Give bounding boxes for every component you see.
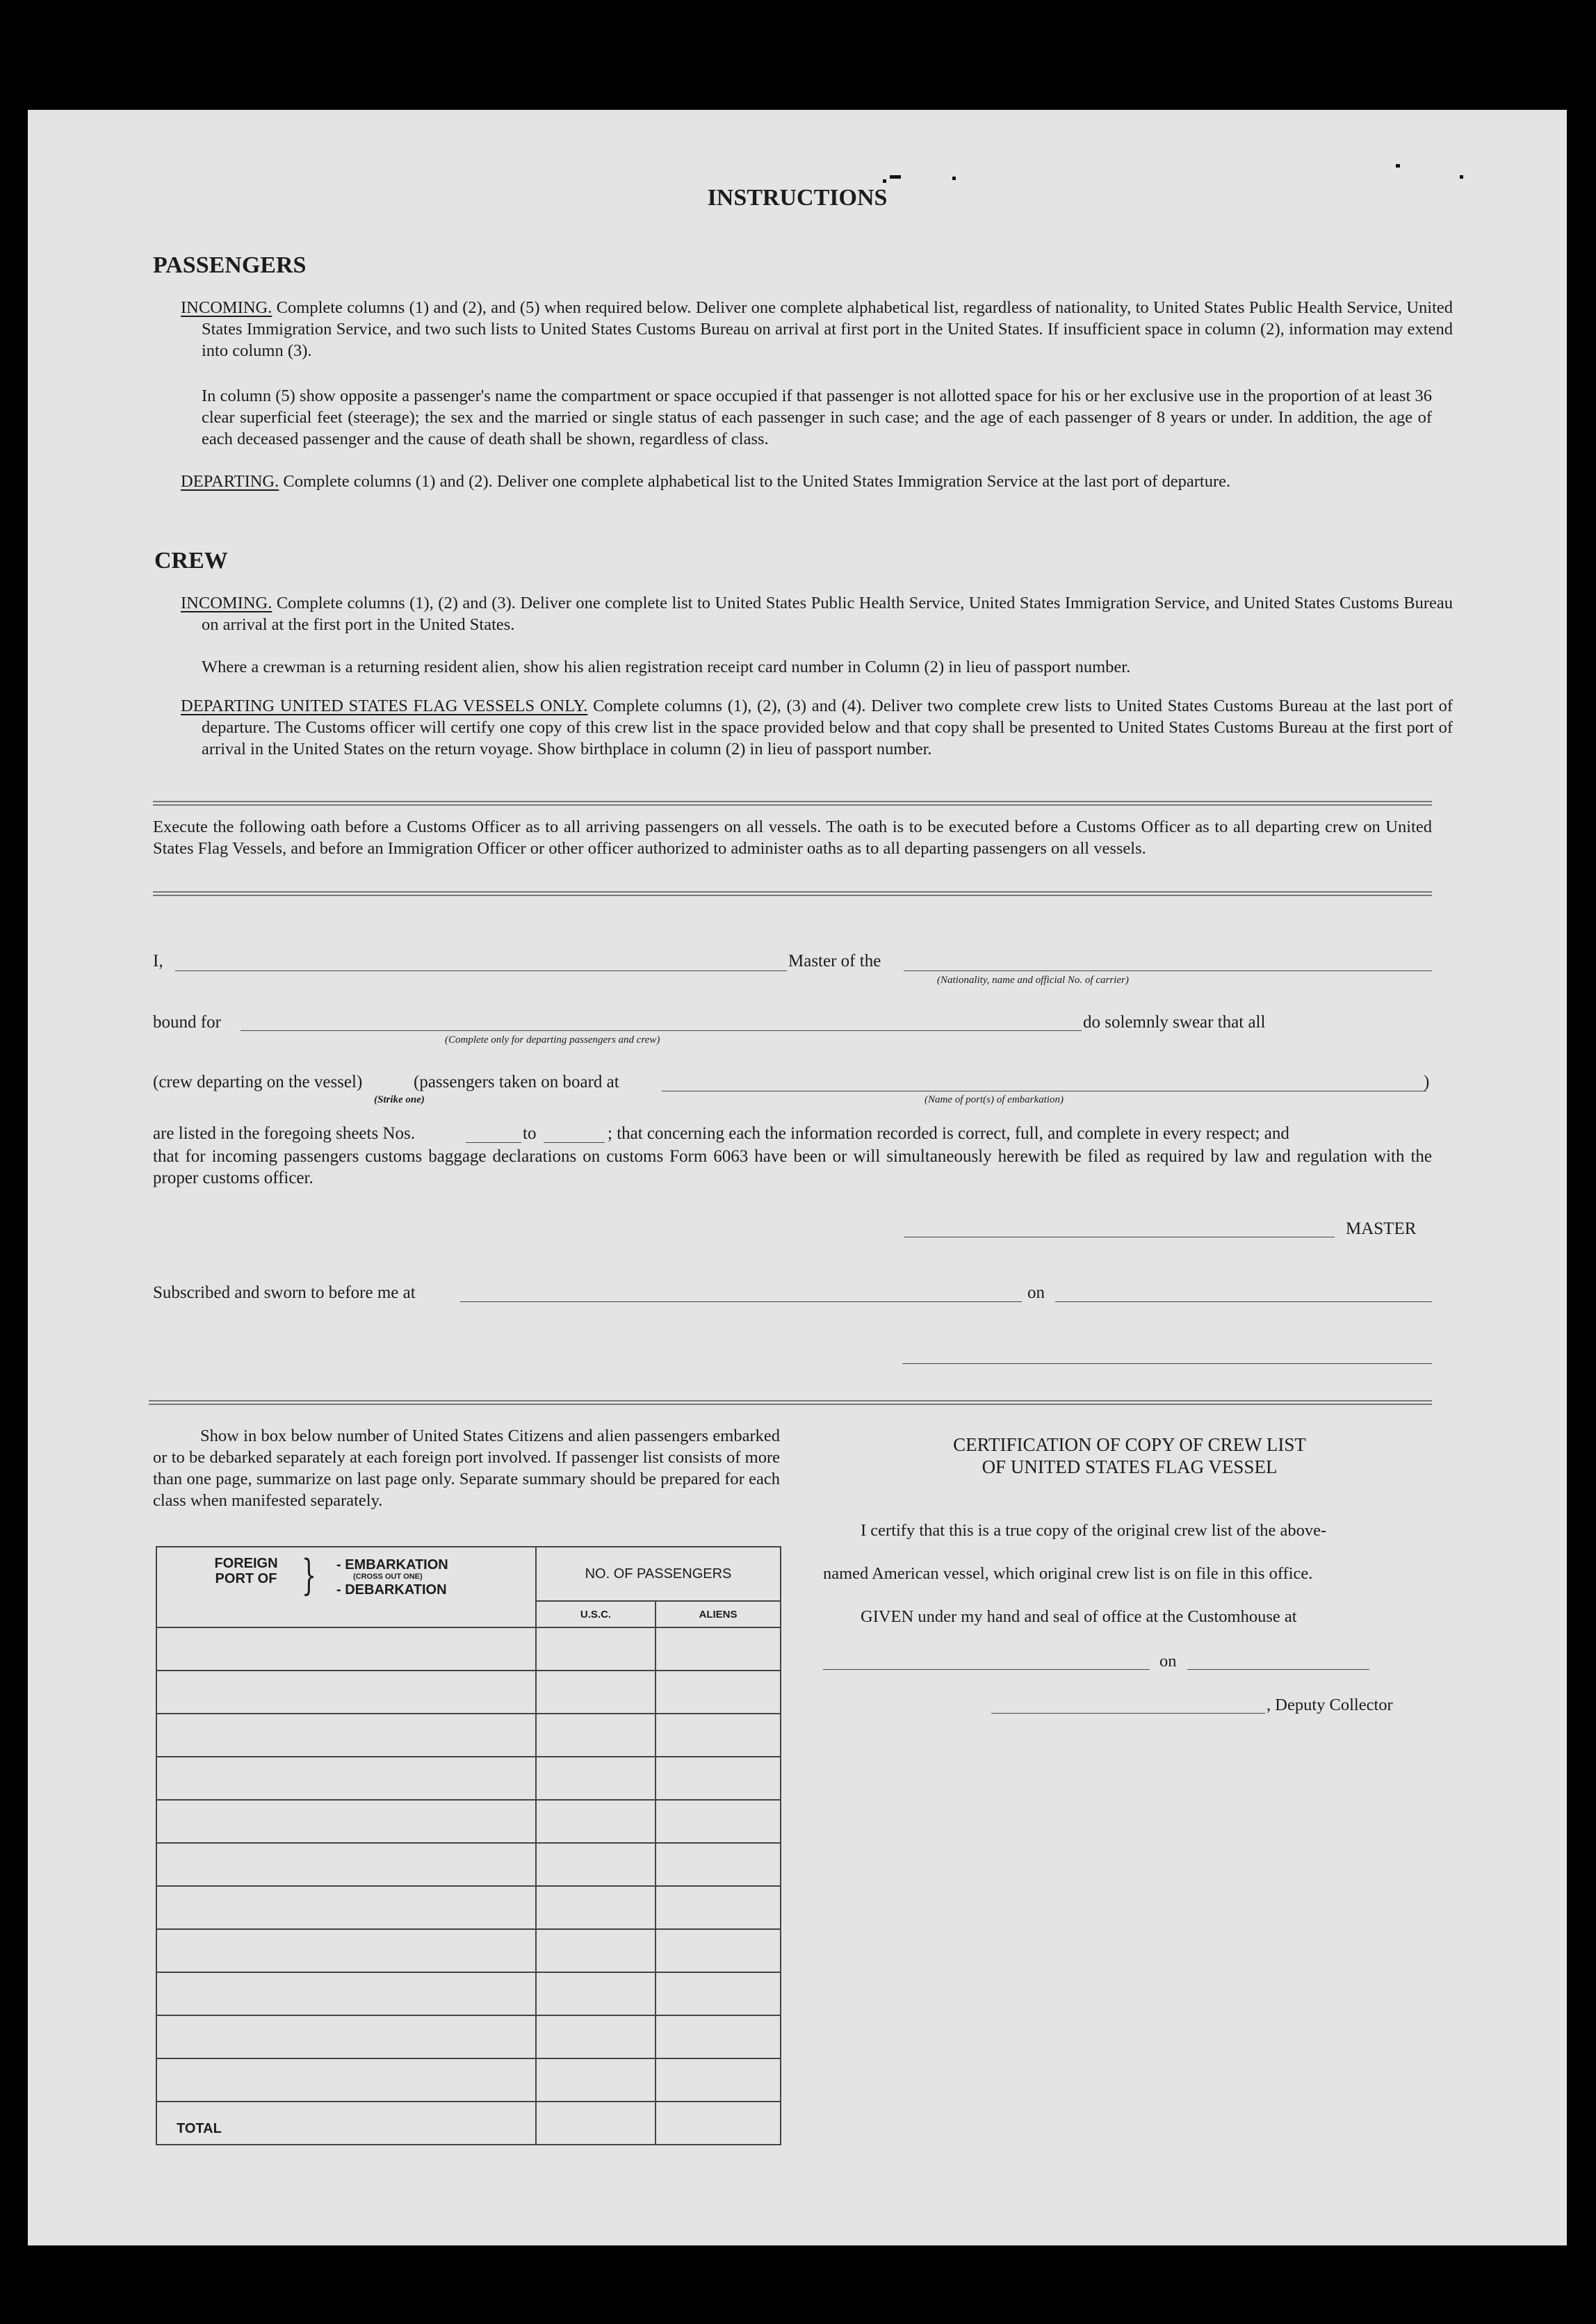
sheet-to-field[interactable] (544, 1142, 605, 1143)
summary-row (156, 1671, 781, 1714)
scan-speck (1396, 164, 1400, 168)
usc-cell[interactable] (536, 1886, 656, 1929)
no-passengers-header: NO. OF PASSENGERS (536, 1547, 781, 1601)
aliens-header: ALIENS (656, 1601, 781, 1627)
aliens-cell[interactable] (656, 1929, 781, 1972)
passengers-incoming-label: INCOMING. (181, 298, 272, 317)
crew-heading: CREW (154, 548, 228, 574)
port-cell[interactable] (156, 2058, 536, 2102)
scan-speck (890, 175, 901, 179)
summary-table-body (156, 1547, 781, 2145)
deputy-signature-field[interactable] (991, 1713, 1265, 1714)
usc-cell[interactable] (536, 1800, 656, 1843)
debarkation-option[interactable]: - DEBARKATION (336, 1582, 447, 1598)
passengers-taken-option[interactable]: (passengers taken on board at (414, 1073, 619, 1091)
total-label: TOTAL (177, 2121, 222, 2136)
crew-incoming-text: Complete columns (1), (2) and (3). Deliver one complete list to United States Public Health Service, United States Immigration Service, and United States Customs Bureau on arrival at the first port in the United States. (202, 594, 1453, 634)
usc-cell[interactable] (536, 2015, 656, 2058)
to-label: to (523, 1124, 537, 1143)
summary-row (156, 2058, 781, 2102)
officer-signature-field[interactable] (902, 1363, 1432, 1364)
bound-for-hint: (Complete only for departing passengers and crew) (445, 1034, 660, 1046)
summary-total-row (156, 2102, 781, 2145)
summary-row (156, 1757, 781, 1800)
summary-row (156, 1627, 781, 1671)
master-label: MASTER (1346, 1219, 1417, 1238)
subscribed-place-field[interactable] (460, 1301, 1022, 1302)
aliens-cell[interactable] (656, 1627, 781, 1671)
subscribed-on-label: on (1027, 1283, 1045, 1302)
given-line: GIVEN under my hand and seal of office at the Customhouse at (861, 1607, 1297, 1626)
aliens-cell[interactable] (656, 1671, 781, 1714)
summary-row (156, 1929, 781, 1972)
passengers-departing-label: DEPARTING. (181, 472, 279, 491)
port-cell[interactable] (156, 1886, 536, 1929)
deputy-collector-label: , Deputy Collector (1267, 1696, 1393, 1714)
vessel-nationality-field[interactable] (904, 970, 1432, 971)
port-cell[interactable] (156, 1929, 536, 1972)
usc-cell[interactable] (536, 1972, 656, 2015)
crew-departing-text: Complete columns (1), (2), (3) and (4). Deliver two complete crew lists to United States Customs Bureau at the last port of departure. The Customs officer will certify one copy of this crew list in the space provided below and that copy shall be presented to United States Customs Bureau at the first port of arrival in the United States on the return voyage. Show birthplace in column (2) in lieu of passport number. (202, 697, 1453, 758)
summary-row (156, 1714, 781, 1757)
form-page (28, 110, 1567, 2245)
certify-line2: named American vessel, which original crew list is on file in this office. (823, 1564, 1313, 1583)
customhouse-field[interactable] (823, 1669, 1150, 1670)
passengers-heading: PASSENGERS (153, 252, 307, 278)
aliens-cell[interactable] (656, 1972, 781, 2015)
certification-title-line1: CERTIFICATION OF COPY OF CREW LIST (953, 1434, 1306, 1455)
scan-speck (1460, 175, 1463, 179)
port-cell[interactable] (156, 1843, 536, 1886)
port-cell[interactable] (156, 2015, 536, 2058)
usc-cell[interactable] (536, 1714, 656, 1757)
port-cell[interactable] (156, 1627, 536, 1671)
divider-double-line (149, 1400, 1432, 1405)
crew-departing-option[interactable]: (crew departing on the vessel) (153, 1073, 363, 1091)
aliens-total-cell[interactable] (656, 2102, 781, 2145)
divider-double-line (153, 891, 1432, 896)
port-cell[interactable] (156, 1671, 536, 1714)
summary-row (156, 1886, 781, 1929)
summary-row (156, 1800, 781, 1843)
subscribed-label: Subscribed and sworn to before me at (153, 1283, 416, 1302)
aliens-cell[interactable] (656, 2015, 781, 2058)
ports-hint: (Name of port(s) of embarkation) (925, 1094, 1064, 1105)
close-paren: ) (1424, 1073, 1430, 1091)
subscribed-date-field[interactable] (1055, 1301, 1432, 1302)
crew-incoming-paragraph (181, 592, 1453, 635)
summary-row (156, 1972, 781, 2015)
brace-glyph: } (302, 1551, 317, 1600)
usc-cell[interactable] (536, 1671, 656, 1714)
cert-on-label: on (1159, 1652, 1177, 1671)
usc-total-cell[interactable] (536, 2102, 656, 2145)
divider-double-line (153, 801, 1432, 806)
bound-for-label: bound for (153, 1013, 221, 1032)
cross-out-hint: (CROSS OUT ONE) (353, 1573, 423, 1581)
aliens-cell[interactable] (656, 2058, 781, 2102)
aliens-cell[interactable] (656, 1800, 781, 1843)
summary-header-row (156, 1547, 781, 1601)
passengers-column5-paragraph: In column (5) show opposite a passenger's name the compartment or space occupied if that passenger is not allotted space for his or her exclusive use in the proportion of at least 36 clear superficial feet (steerage); the sex and the married or single status of each passenger in such case; and the age of each passenger of 8 years or under. In addition, the age of each deceased passenger and the cause of death shall be shown, regardless of class. (202, 387, 1432, 448)
usc-cell[interactable] (536, 1843, 656, 1886)
usc-cell[interactable] (536, 1757, 656, 1800)
crew-resident-alien-paragraph: Where a crewman is a returning resident alien, show his alien registration receipt card number in Column (2) in lieu of passport number. (202, 658, 1131, 676)
page-title: INSTRUCTIONS (707, 185, 888, 211)
crew-departing-label: DEPARTING UNITED STATES FLAG VESSELS ONLY. (181, 697, 588, 715)
listed-prefix: are listed in the foregoing sheets Nos. (153, 1124, 415, 1143)
port-cell[interactable] (156, 1800, 536, 1843)
aliens-cell[interactable] (656, 1757, 781, 1800)
certification-title (827, 1433, 1432, 1478)
usc-cell[interactable] (536, 1929, 656, 1972)
usc-header: U.S.C. (536, 1601, 656, 1627)
port-cell[interactable] (156, 1972, 536, 2015)
passengers-incoming-text: Complete columns (1) and (2), and (5) when required below. Deliver one complete alphabetical list, regardless of nationality, to United States Public Health Service, United States Immigration Service, and two such lists to United States Customs Bureau on arrival at first port in the United States. If insufficient space in column (2), information may extend into column (3). (202, 298, 1453, 360)
crew-incoming-label: INCOMING. (181, 594, 272, 612)
master-name-field[interactable] (175, 970, 787, 971)
listed-text-2: that for incoming passengers customs baggage declarations on customs Form 6063 have been or will simultaneously herewith be filed as required by law and regulation with the proper customs officer. (153, 1147, 1432, 1187)
aliens-cell[interactable] (656, 1886, 781, 1929)
usc-cell[interactable] (536, 2058, 656, 2102)
master-of-label: Master of the (788, 952, 881, 970)
oath-i-label: I, (153, 952, 163, 970)
summary-row (156, 1843, 781, 1886)
scan-speck (883, 179, 886, 183)
crew-departing-paragraph (181, 695, 1453, 760)
aliens-cell[interactable] (656, 1843, 781, 1886)
oath-instruction: Execute the following oath before a Customs Officer as to all arriving passengers on all vessels. The oath is to be executed before a Customs Officer as to all departing crew on United States Flag Vessels, and before an Immigration Officer or other officer authorized to administer oaths as to all departing passengers on all vessels. (153, 818, 1432, 858)
embarkation-option[interactable]: - EMBARKATION (336, 1557, 448, 1573)
port-cell[interactable] (156, 1714, 536, 1757)
swear-label: do solemnly swear that all (1083, 1013, 1266, 1032)
sheet-from-field[interactable] (466, 1142, 521, 1143)
passengers-departing-text: Complete columns (1) and (2). Deliver one complete alphabetical list to the United States Immigration Service at the last port of departure. (283, 472, 1231, 491)
passenger-summary-table (156, 1546, 781, 2145)
certification-title-line2: OF UNITED STATES FLAG VESSEL (982, 1456, 1278, 1477)
certify-line1: I certify that this is a true copy of the original crew list of the above- (861, 1521, 1327, 1540)
passengers-departing-paragraph (181, 471, 1453, 492)
summary-instruction: Show in box below number of United States Citizens and alien passengers embarked or to be debarked separately at each foreign port involved. If passenger list consists of more than one page, summarize on last page only. Separate summary should be prepared for each class when manifested separately. (153, 1427, 780, 1510)
scan-speck (952, 177, 956, 180)
usc-cell[interactable] (536, 1627, 656, 1671)
nationality-hint: (Nationality, name and official No. of carrier) (937, 975, 1129, 986)
port-cell[interactable] (156, 1757, 536, 1800)
strike-one-hint: (Strike one) (374, 1094, 425, 1105)
passengers-incoming-paragraph (181, 297, 1453, 361)
port-header-cell (156, 1547, 536, 1627)
aliens-cell[interactable] (656, 1714, 781, 1757)
total-label-cell (156, 2102, 536, 2145)
cert-date-field[interactable] (1187, 1669, 1369, 1670)
summary-row (156, 2015, 781, 2058)
bound-for-field[interactable] (241, 1030, 1082, 1031)
foreign-port-label: FOREIGN PORT OF (214, 1556, 278, 1586)
listed-rest: ; that concerning each the information recorded is correct, full, and complete in every respect; and (608, 1124, 1289, 1143)
